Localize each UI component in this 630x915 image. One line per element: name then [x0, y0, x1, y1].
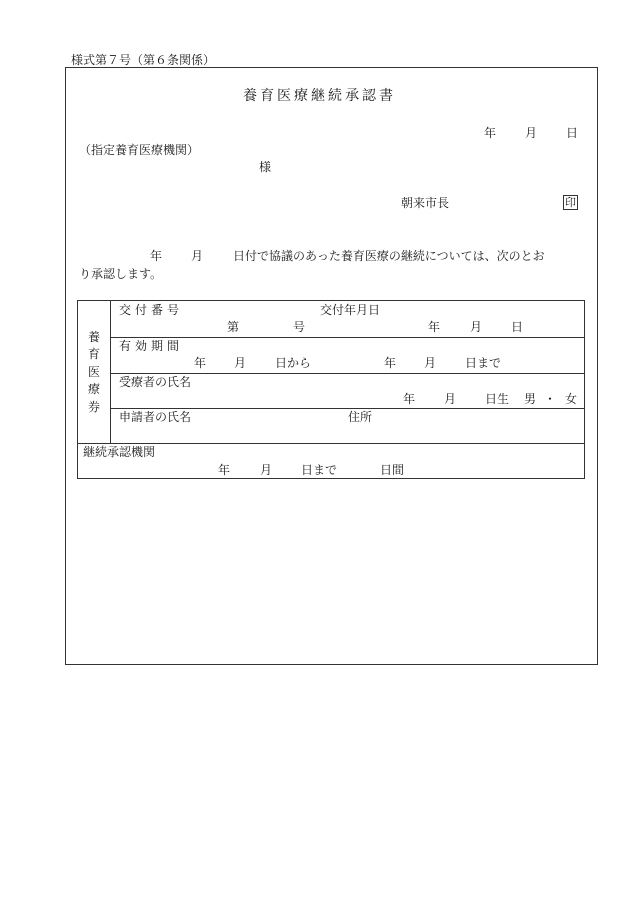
validity-to-year: 年	[384, 356, 397, 370]
birth-day: 日生	[485, 392, 510, 406]
form-reference: 様式第７号（第６条関係）	[71, 53, 216, 67]
birth-year: 年	[403, 392, 416, 406]
side-label-char: 券	[87, 399, 100, 414]
validity-to-day: 日まで	[465, 356, 502, 370]
continuation-days: 日間	[380, 463, 405, 477]
body-year: 年	[150, 249, 163, 263]
issue-date-year: 年	[428, 320, 441, 334]
row-divider-1	[110, 337, 584, 338]
continuation-month: 月	[260, 463, 273, 477]
side-label-char: 育	[87, 347, 100, 362]
gender-female: 女	[565, 392, 578, 406]
patient-name-label: 受療者の氏名	[119, 375, 192, 389]
recipient-institution: （指定養育医療機関）	[79, 143, 200, 157]
validity-from-day: 日から	[275, 356, 312, 370]
row-divider-2	[110, 373, 584, 374]
validity-from-month: 月	[234, 356, 247, 370]
issue-number-label: 交付番号	[119, 303, 184, 317]
validity-label: 有効期間	[119, 339, 184, 353]
continuation-until: 日まで	[301, 463, 338, 477]
document-title: 養育医療継続承認書	[243, 88, 396, 104]
date-month: 月	[525, 126, 538, 140]
seal-mark: 印	[565, 196, 576, 209]
issue-date-label: 交付年月日	[320, 303, 381, 317]
recipient-honorific: 様	[259, 160, 272, 174]
validity-from-year: 年	[194, 356, 207, 370]
side-label	[78, 329, 110, 416]
date-day: 日	[566, 126, 579, 140]
row-divider-4	[78, 443, 584, 444]
row-divider-3	[110, 408, 584, 409]
birth-month: 月	[444, 392, 457, 406]
continuation-year: 年	[218, 463, 231, 477]
gender-separator: ・	[544, 392, 557, 406]
issue-date-month: 月	[470, 320, 483, 334]
date-year: 年	[484, 126, 497, 140]
issuer-name: 朝来市長	[401, 196, 450, 210]
side-label-char: 養	[87, 330, 100, 344]
issue-number-prefix: 第	[227, 320, 240, 334]
address-label: 住所	[348, 410, 373, 424]
issue-number-suffix: 号	[293, 320, 306, 334]
body-line-2: り承認します。	[79, 267, 163, 281]
applicant-name-label: 申請者の氏名	[119, 410, 192, 424]
side-column-divider	[110, 301, 111, 443]
validity-to-month: 月	[424, 356, 437, 370]
issue-date-day: 日	[511, 320, 524, 334]
gender-male: 男	[524, 392, 537, 406]
body-month: 月	[191, 249, 204, 263]
side-label-char: 医	[87, 364, 100, 379]
continuation-label: 継続承認機関	[83, 445, 156, 459]
side-label-char: 療	[87, 382, 100, 397]
body-line-1: 日付で協議のあった養育医療の継続については、次のとお	[233, 249, 545, 263]
